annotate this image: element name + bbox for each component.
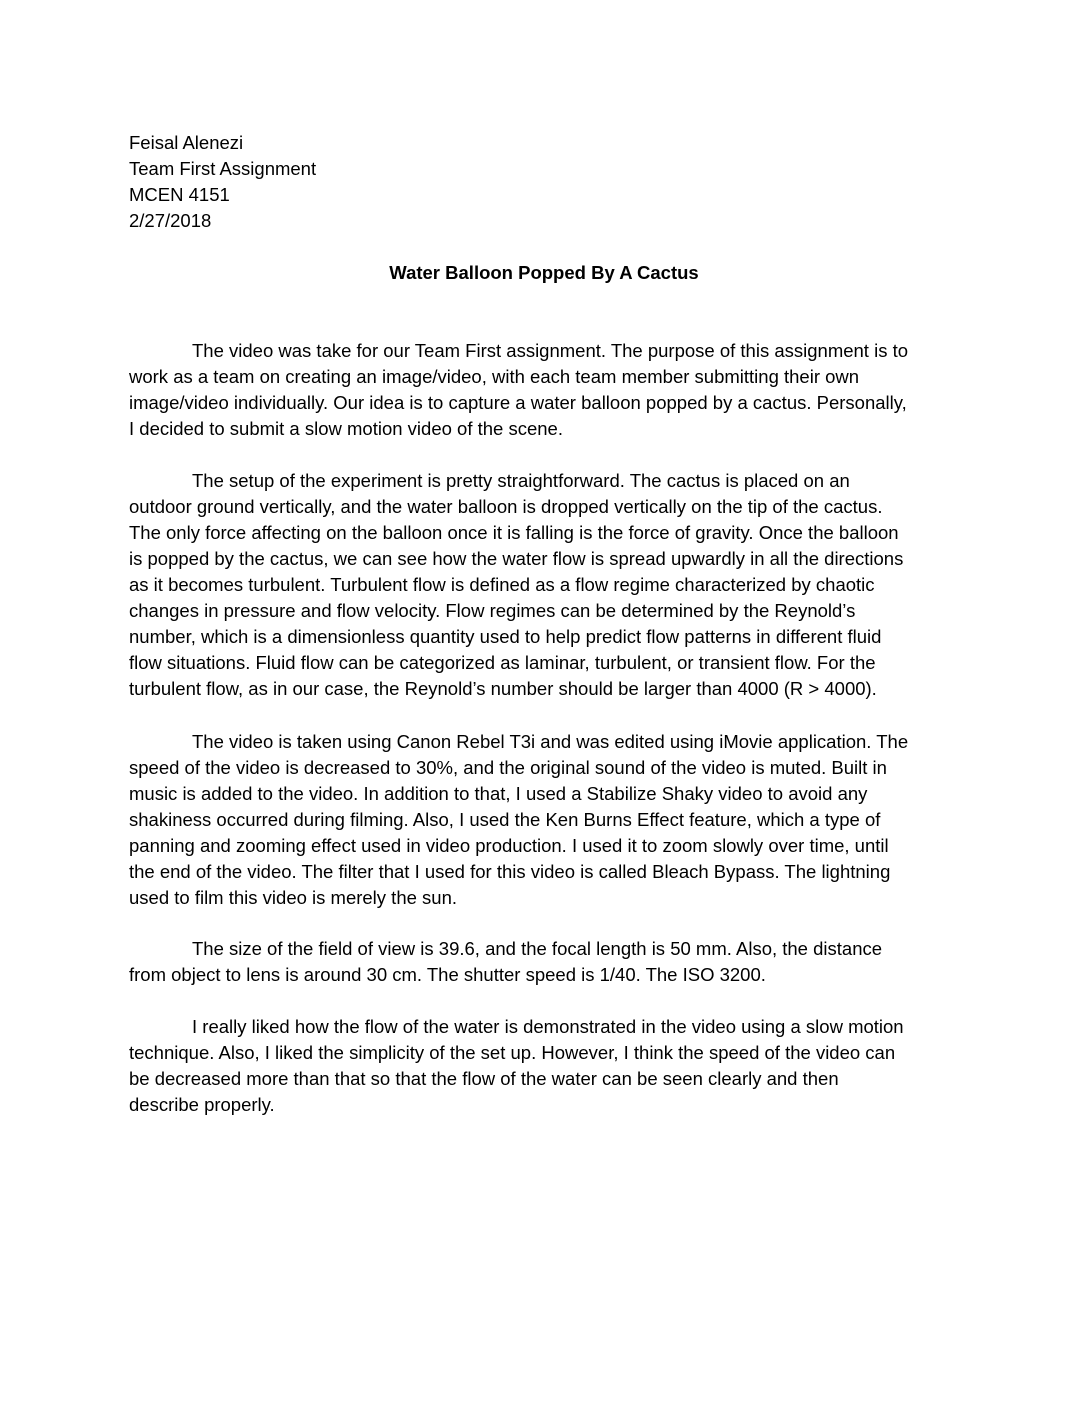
paragraph-line: technique. Also, I liked the simplicity of the set up. However, I think the speed of the video can [129, 1042, 896, 1063]
paragraph-line: is popped by the cactus, we can see how the water flow is spread upwardly in all the directions [129, 548, 904, 569]
paragraph-4 [129, 936, 959, 988]
paragraph-line: speed of the video is decreased to 30%, and the original sound of the video is muted. Built in [129, 757, 887, 778]
paragraph-line: the end of the video. The filter that I used for this video is called Bleach Bypass. The lightning [129, 861, 891, 882]
paragraph-line: The size of the field of view is 39.6, and the focal length is 50 mm. Also, the distance [192, 938, 883, 959]
document-date: 2/27/2018 [129, 210, 212, 231]
paragraph-5 [129, 1014, 959, 1118]
paragraph-line: number, which is a dimensionless quantity used to help predict flow patterns in different fluid [129, 626, 882, 647]
paragraph-line: changes in pressure and flow velocity. Flow regimes can be determined by the Reynold’s [129, 600, 856, 621]
paragraph-line: outdoor ground vertically, and the water balloon is dropped vertically on the tip of the cactus. [129, 496, 883, 517]
paragraph-line: be decreased more than that so that the flow of the water can be seen clearly and then [129, 1068, 839, 1089]
document-title: Water Balloon Popped By A Cactus [389, 262, 699, 283]
paragraph-line: The video was take for our Team First assignment. The purpose of this assignment is to [192, 340, 909, 361]
paragraph-line: panning and zooming effect used in video production. I used it to zoom slowly over time, until [129, 835, 889, 856]
paragraph-line: describe properly. [129, 1094, 275, 1115]
paragraph-3 [129, 729, 959, 911]
paragraph-line: flow situations. Fluid flow can be categorized as laminar, turbulent, or transient flow. For the [129, 652, 876, 673]
paragraph-line: The setup of the experiment is pretty straightforward. The cactus is placed on an [192, 470, 850, 491]
paragraph-line: The only force affecting on the balloon once it is falling is the force of gravity. Once the balloon [129, 522, 899, 543]
paragraph-line: used to film this video is merely the sun. [129, 887, 458, 908]
paragraph-1 [129, 338, 959, 442]
paragraph-line: from object to lens is around 30 cm. The shutter speed is 1/40. The ISO 3200. [129, 964, 766, 985]
paragraph-line: work as a team on creating an image/video, with each team member submitting their own [129, 366, 860, 387]
paragraph-line: as it becomes turbulent. Turbulent flow is defined as a flow regime characterized by chaotic [129, 574, 875, 595]
paragraph-line: turbulent flow, as in our case, the Reynold’s number should be larger than 4000 (R > 4000). [129, 678, 877, 699]
paragraph-line: image/video individually. Our idea is to capture a water balloon popped by a cactus. Personally, [129, 392, 907, 413]
paragraph-line: I decided to submit a slow motion video of the scene. [129, 418, 563, 439]
paragraph-line: The video is taken using Canon Rebel T3i and was edited using iMovie application. The [192, 731, 909, 752]
author-name: Feisal Alenezi [129, 132, 244, 153]
assignment-name: Team First Assignment [129, 158, 317, 179]
paragraph-line: music is added to the video. In addition to that, I used a Stabilize Shaky video to avoid any [129, 783, 868, 804]
document-header [129, 130, 316, 234]
paragraph-2 [129, 468, 959, 702]
course-code: MCEN 4151 [129, 184, 230, 205]
paragraph-line: shakiness occurred during filming. Also, I used the Ken Burns Effect feature, which a type of [129, 809, 881, 830]
paragraph-line: I really liked how the flow of the water is demonstrated in the video using a slow motion [192, 1016, 904, 1037]
